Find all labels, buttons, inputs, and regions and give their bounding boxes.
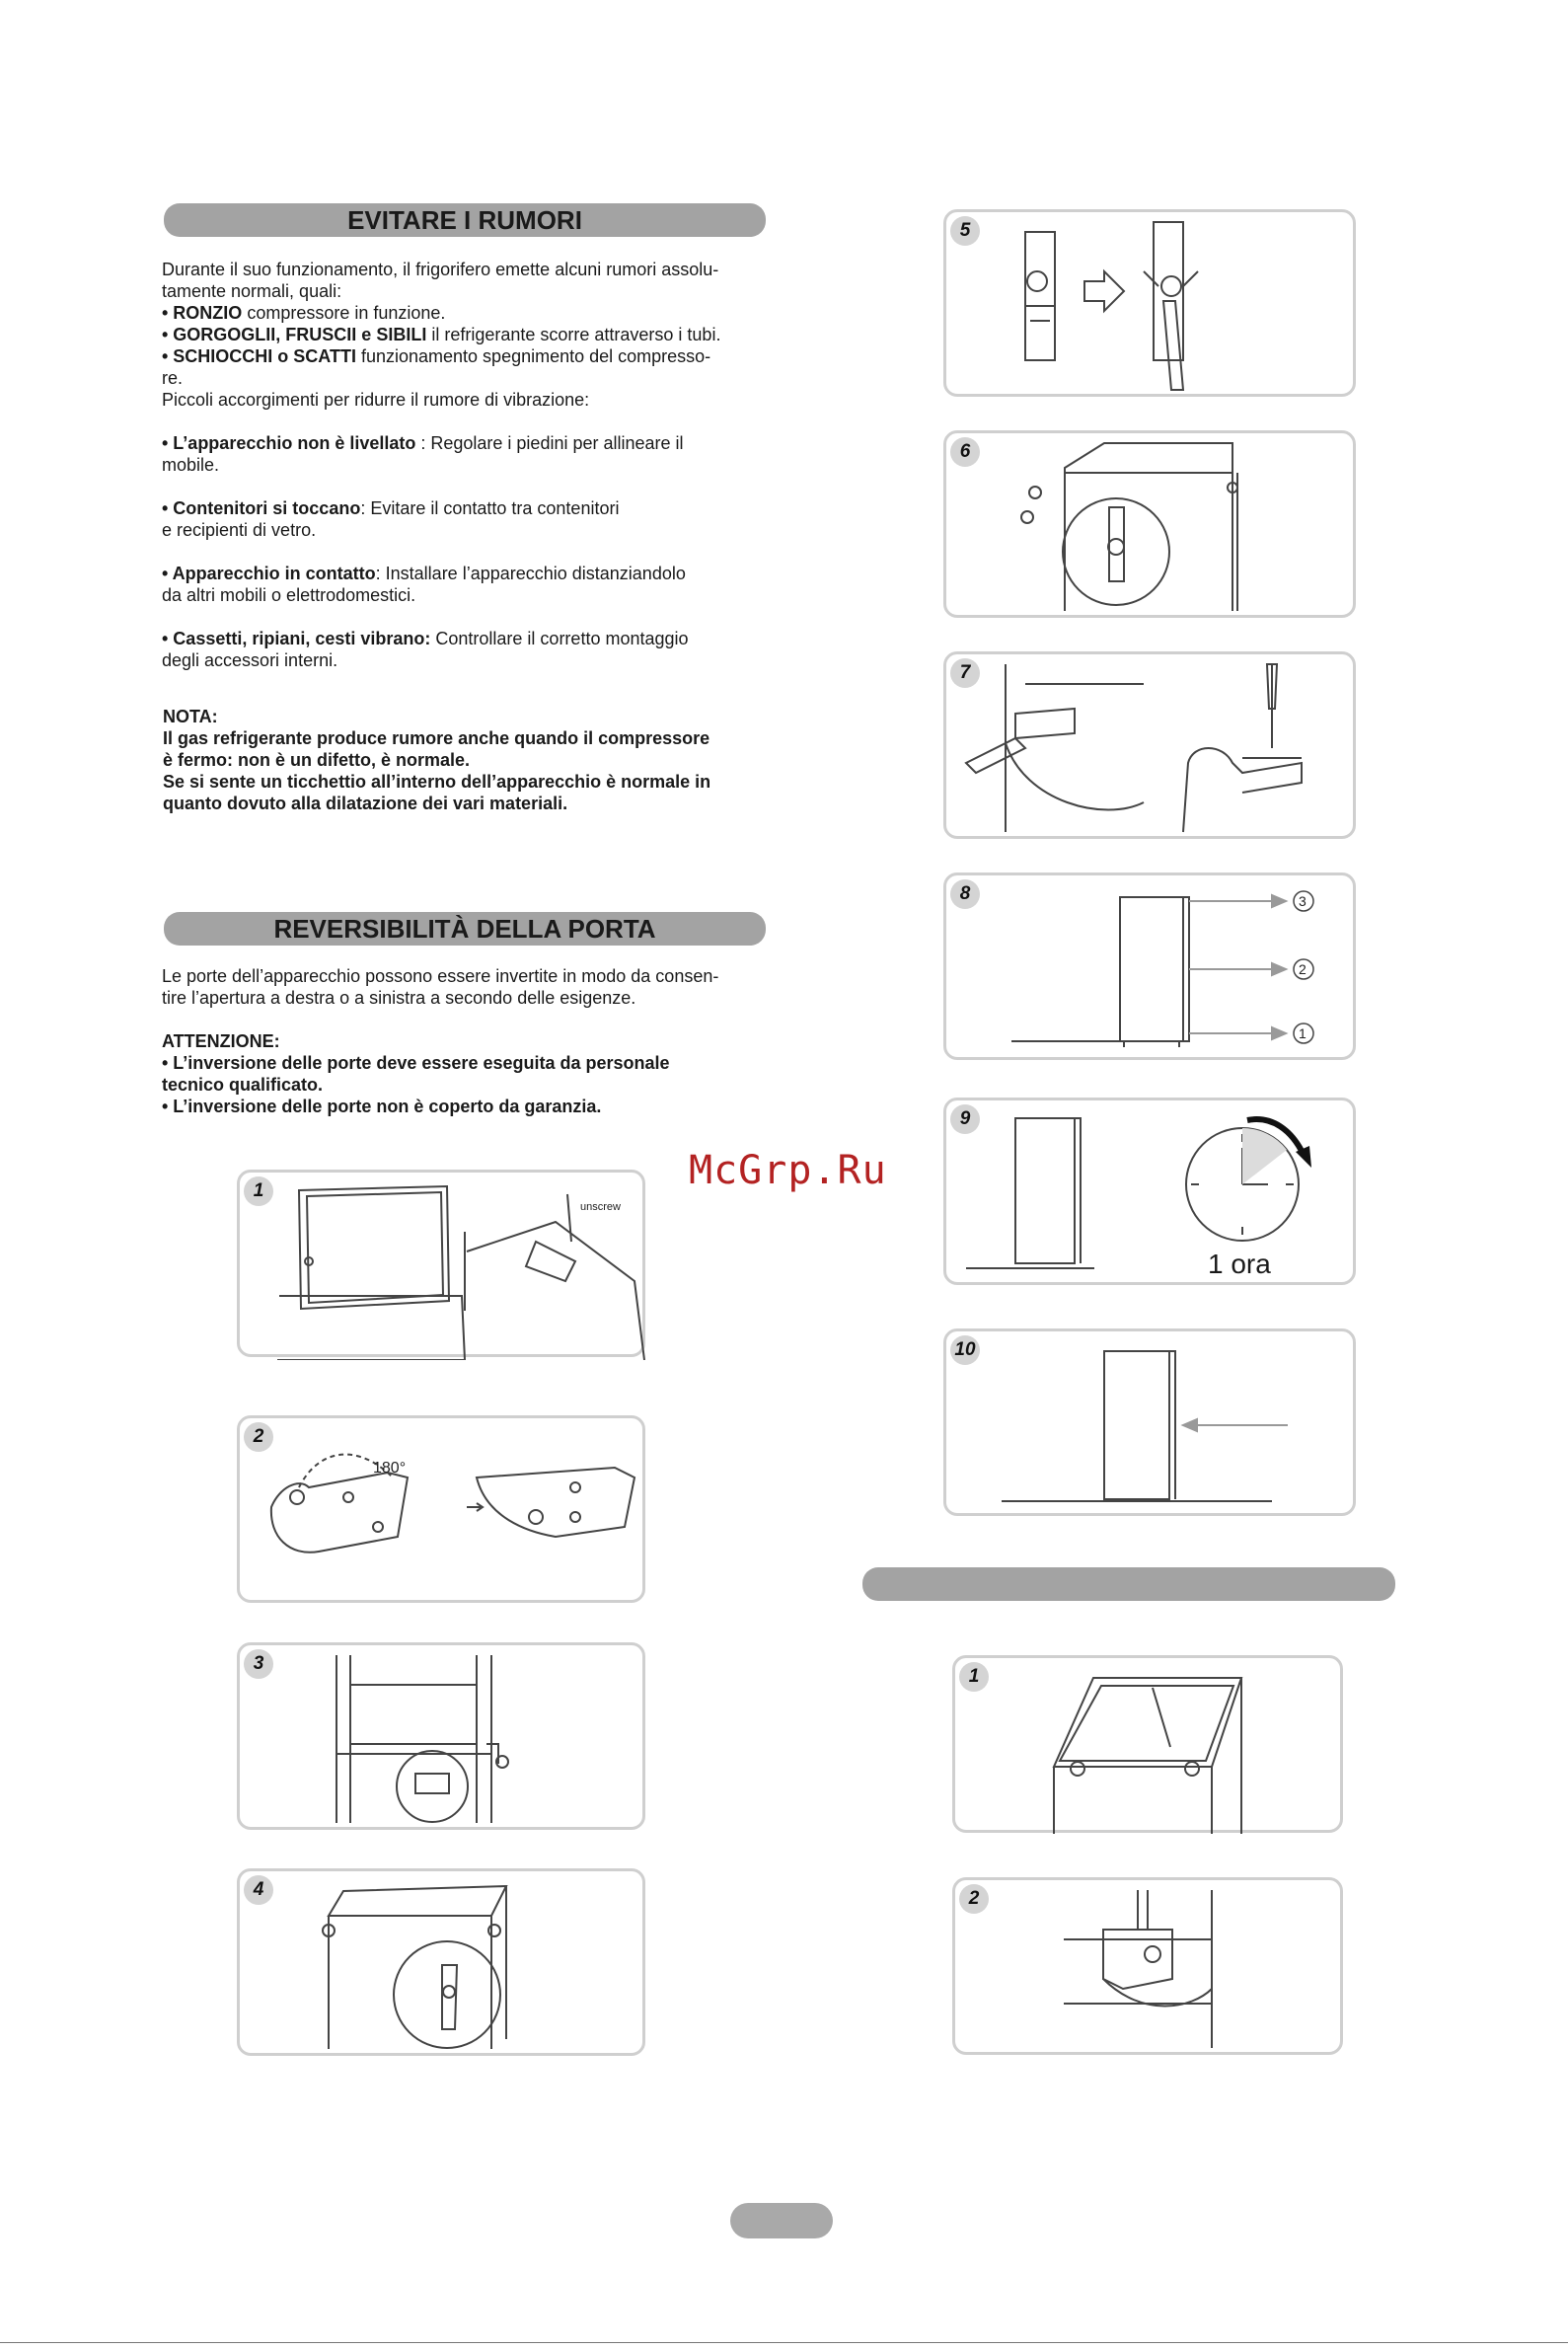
step-panel-3 <box>237 1642 645 1830</box>
step-panel-8 <box>943 872 1356 1060</box>
step-5-illustration <box>946 212 1359 400</box>
step-panel-5 <box>943 209 1356 397</box>
tips-intro: Piccoli accorgimenti per ridurre il rumore di vibrazione: <box>162 390 590 410</box>
note-line: è fermo: non è un difetto, è normale. <box>163 750 471 770</box>
noise-item: • GORGOGLII, FRUSCII e SIBILI il refrigerante scorre attraverso i tubi. <box>162 325 721 344</box>
tip-item-cont: degli accessori interni. <box>162 650 338 670</box>
step-number-badge: 5 <box>950 216 980 246</box>
marker-label: 3 <box>1299 893 1307 909</box>
extra-step-1-illustration <box>955 1658 1346 1836</box>
step-number-badge: 9 <box>950 1104 980 1134</box>
noise-intro-line: tamente normali, quali: <box>162 281 342 301</box>
tip-item: • Apparecchio in contatto: Installare l’apparecchio distanziandolo <box>162 564 686 583</box>
step-number-badge: 10 <box>950 1335 980 1365</box>
warning-title: ATTENZIONE: <box>162 1031 280 1051</box>
note-block <box>163 706 784 814</box>
step-number-badge: 2 <box>959 1884 989 1914</box>
noise-intro-line: Durante il suo funzionamento, il frigorifero emette alcuni rumori assolu- <box>162 260 719 279</box>
step-panel-1 <box>237 1170 645 1357</box>
noise-text-block <box>162 259 774 671</box>
noise-item-cont: re. <box>162 368 184 388</box>
wait-time-label: 1 ora <box>1208 1249 1271 1279</box>
noise-item: • RONZIO compressore in funzione. <box>162 303 446 323</box>
step-number-badge: 3 <box>244 1649 273 1679</box>
step-10-illustration <box>946 1331 1359 1519</box>
step-number-badge: 6 <box>950 437 980 467</box>
step-2-illustration <box>240 1418 648 1606</box>
section-header-extra <box>862 1567 1395 1601</box>
note-line: Se si sente un ticchettio all’interno dell’apparecchio è normale in <box>163 772 711 792</box>
noise-item: • SCHIOCCHI o SCATTI funzionamento spegnimento del compresso- <box>162 346 711 366</box>
step-panel-2 <box>237 1415 645 1603</box>
step-panel-7 <box>943 651 1356 839</box>
note-line: quanto dovuto alla dilatazione dei vari materiali. <box>163 794 568 813</box>
tip-item-cont: e recipienti di vetro. <box>162 520 317 540</box>
step-number-badge: 1 <box>959 1662 989 1692</box>
marker-label: 1 <box>1299 1025 1307 1041</box>
tip-item: • Contenitori si toccano: Evitare il contatto tra contenitori <box>162 498 620 518</box>
step-3-illustration <box>240 1645 648 1833</box>
tip-item-cont: da altri mobili o elettrodomestici. <box>162 585 416 605</box>
step-panel-4 <box>237 1868 645 2056</box>
rotation-label: 180° <box>373 1460 407 1477</box>
step-4-illustration <box>240 1871 648 2059</box>
step-number-badge: 1 <box>244 1176 273 1206</box>
section-header-noise: EVITARE I RUMORI <box>164 203 766 237</box>
door-intro-line: tire l’apertura a destra o a sinistra a secondo delle esigenze. <box>162 988 636 1008</box>
marker-label: 2 <box>1299 961 1307 977</box>
door-text-block <box>162 965 774 1117</box>
watermark: McGrp.Ru <box>689 1148 887 1193</box>
step-number-badge: 8 <box>950 879 980 909</box>
section-header-door: REVERSIBILITÀ DELLA PORTA <box>164 912 766 946</box>
tip-item-cont: mobile. <box>162 455 220 475</box>
step-number-badge: 4 <box>244 1875 273 1905</box>
tip-item: • L’apparecchio non è livellato : Regolare i piedini per allineare il <box>162 433 684 453</box>
warning-line: • L’inversione delle porte deve essere eseguita da personale <box>162 1053 670 1073</box>
step-panel-6 <box>943 430 1356 618</box>
step-9-illustration <box>946 1100 1359 1288</box>
tip-item: • Cassetti, ripiani, cesti vibrano: Controllare il corretto montaggio <box>162 629 689 648</box>
step-number-badge: 2 <box>244 1422 273 1452</box>
step-number-badge: 7 <box>950 658 980 688</box>
extra-step-panel-2 <box>952 1877 1343 2055</box>
bottom-divider <box>0 2342 1568 2343</box>
step-6-illustration <box>946 433 1359 621</box>
warning-line: tecnico qualificato. <box>162 1075 324 1095</box>
extra-step-2-illustration <box>955 1880 1346 2058</box>
door-intro-line: Le porte dell’apparecchio possono essere invertite in modo da consen- <box>162 966 719 986</box>
unscrew-label: unscrew <box>580 1201 621 1213</box>
step-1-illustration <box>240 1173 648 1360</box>
warning-line: • L’inversione delle porte non è coperto da garanzia. <box>162 1097 602 1116</box>
extra-step-panel-1 <box>952 1655 1343 1833</box>
step-7-illustration <box>946 654 1359 842</box>
note-title: NOTA: <box>163 707 218 726</box>
note-line: Il gas refrigerante produce rumore anche quando il compressore <box>163 728 710 748</box>
step-panel-10 <box>943 1328 1356 1516</box>
step-8-illustration <box>946 875 1359 1063</box>
step-panel-9 <box>943 1098 1356 1285</box>
page-number-pill <box>730 2203 833 2238</box>
